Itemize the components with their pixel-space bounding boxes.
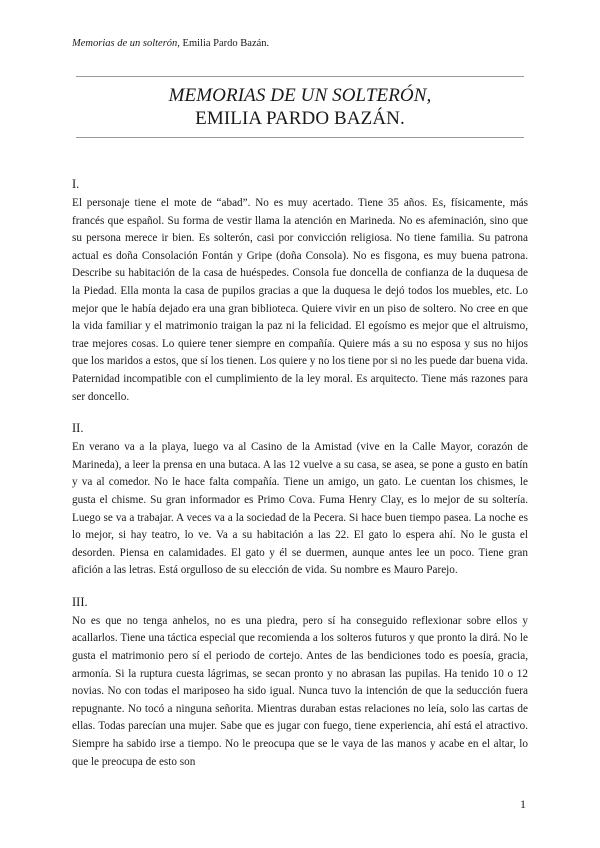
page-number: 1 — [520, 797, 526, 811]
chapter-heading: III. — [72, 594, 88, 609]
chapter-paragraph: El personaje tiene el mote de “abad”. No es muy acertado. Tiene 35 años. Es, físicamente, más francés que español. Su forma de vestir llama la atención en Marineda. No es afeminación, sino que su persona merece ir bien. Es solterón, casi por convicción religiosa. No tiene familia. Su patrona actual es doña Consolación Fontán y Gripe (doña Consola). No es fisgona, es muy buena patrona. Describe su habitación de la casa de huéspedes. Consola fue doncella de confianza de la duquesa de la Piedad. Ella monta la casa de pupilos gracias a que la duquesa le dejó todos los muebles, etc. Lo mejor que le había dejado era una gran biblioteca. Quiere vivir en un piso de soltero. No cree en que la vida familiar y el matrimonio traigan la paz ni la felicidad. El egoísmo es mejor que el altruismo, trae mejores cosas. Lo quiere tener siempre en compañía. Quiere más a su no esposa y sus no hijos que los maridos a estos, que sí los tienen. Los quiere y no los tiene por si no les puede dar buena vida. Paternidad incompatible con el cumplimiento de la ley moral. Es arquitecto. Tiene más razones para ser doncello. — [72, 197, 528, 403]
chapter-1 — [72, 176, 528, 406]
title-top-rule — [76, 76, 524, 77]
chapter-heading: I. — [72, 177, 80, 191]
title-line-author: EMILIA PARDO BAZÁN. — [195, 108, 405, 129]
title-bottom-rule — [76, 137, 524, 138]
running-header-separator: , — [177, 38, 183, 49]
chapter-2 — [72, 420, 528, 580]
chapter-3 — [72, 594, 528, 771]
chapter-paragraph: En verano va a la playa, luego va al Casino de la Amistad (vive en la Calle Mayor, corazón de Marineda), a leer la prensa en una butaca. A las 12 vuelve a su casa, se asea, se pone a gusto en batín y va al comedor. No le hace falta compañía. Tiene un amigo, un gato. Le cuentan los chismes, le gusta el chisme. Su gran informador es Primo Cova. Fuma Henry Clay, es lo mejor de su soltería. Luego se va a trabajar. A veces va a la sociedad de la Pecera. Si hace buen tiempo pasea. La noche es lo mejor, si hay teatro, lo ve. Va a su habitación a las 22. El gato lo espera ahí. No le gusta el desorden. Piensa en calamidades. El gato y él se duermen, aunque antes lee un poco. Tiene gran afición a las letras. Está orgulloso de su elección de vida. Su nombre es Mauro Parejo. — [72, 441, 528, 577]
chapter-paragraph: No es que no tenga anhelos, no es una piedra, pero sí ha conseguido reflexionar sobre ellos y acallarlos. Tiene una táctica especial que recomienda a los solteros futuros y que pronto la dirá. No le gusta el matrimonio pero sí el periodo de cortejo. Antes de las bendiciones todo es poesía, gracia, armonía. Si la ruptura cuesta lágrimas, se secan pronto y no abrasan las pupilas. Ha tenido 10 o 12 novias. No con todas el mariposeo ha sido igual. Nunca tuvo la intención de que la seducción fuera repugnante. No tocó a ninguna señorita. Mientras duraban estas relaciones no leía, solo las cartas de ellas. Todas parecían una mujer. Sabe que es jugar con fuego, tiene experiencia, ahí está el atractivo. Siempre ha sabido irse a tiempo. No le preocupa que se le vaya de las manos y acabe en el altar, lo que le preocupa de esto son — [72, 614, 528, 768]
running-header-title: Memorias de un solterón — [72, 38, 178, 49]
running-header — [72, 37, 269, 50]
running-header-author: Emilia Pardo Bazán. — [182, 38, 270, 49]
document-body — [72, 176, 528, 771]
title-line-work: MEMORIAS DE UN SOLTERÓN, — [168, 85, 432, 106]
chapter-heading: II. — [72, 421, 84, 436]
document-title — [72, 84, 528, 130]
